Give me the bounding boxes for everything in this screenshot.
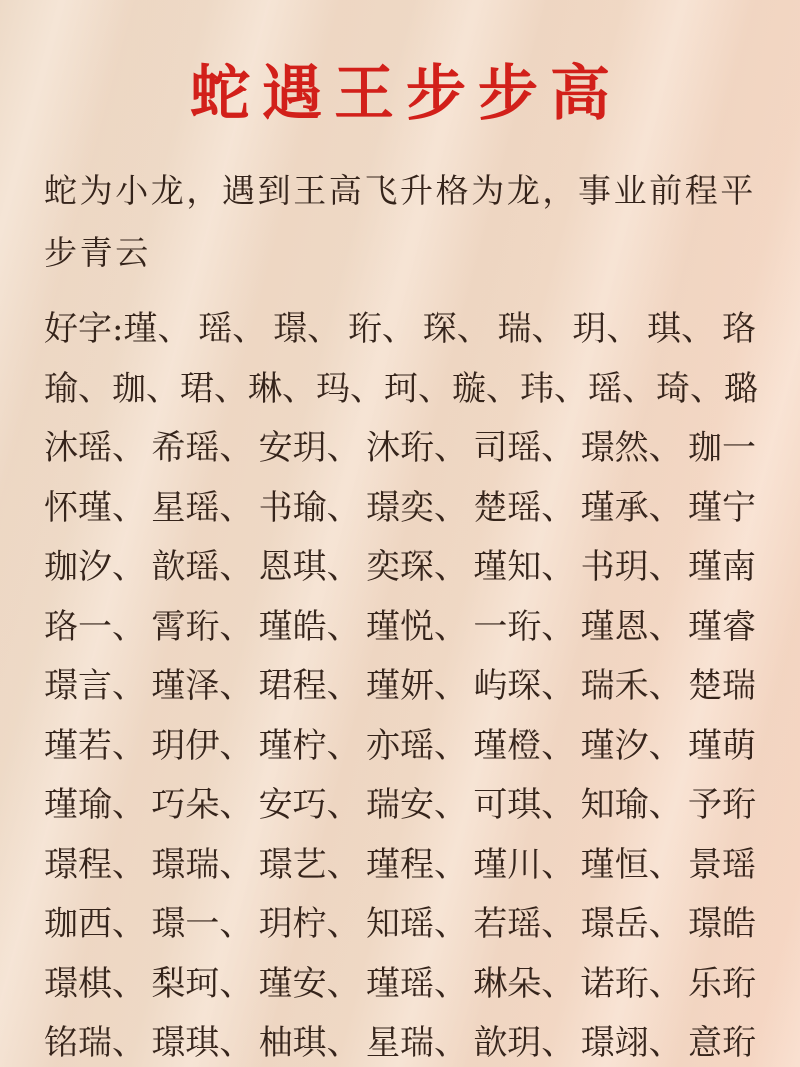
name-token: 玥、 (572, 309, 641, 350)
name-token: 珈汐、 (44, 547, 146, 588)
name-token: 书玥、 (580, 547, 683, 588)
name-token: 知瑶、 (365, 904, 468, 945)
name-token: 奕琛、 (365, 547, 468, 588)
name-token: 璟岳、 (580, 904, 683, 945)
name-token: 璟言、 (44, 666, 146, 707)
name-token: 瑾睿 (687, 606, 756, 647)
name-token: 琪、 (647, 309, 716, 350)
name-row (44, 594, 756, 654)
name-token: 璟、 (273, 309, 342, 350)
name-row (44, 653, 756, 713)
name-token: 书瑜、 (258, 487, 361, 528)
name-token: 璟棋、 (44, 963, 146, 1004)
name-token: 瑾恩、 (580, 606, 683, 647)
name-token: 瑾汐、 (580, 725, 683, 766)
name-token: 霄珩、 (151, 606, 254, 647)
name-token: 柚琪、 (258, 1023, 361, 1064)
name-token: 瑞、 (497, 309, 566, 350)
name-token: 怀瑾、 (44, 487, 146, 528)
name-token: 一珩、 (473, 606, 576, 647)
name-row (44, 832, 756, 892)
name-token: 璟皓 (687, 904, 756, 945)
name-token: 瑾泽、 (151, 666, 254, 707)
name-token: 希瑶、 (151, 428, 254, 469)
name-token: 星瑶、 (151, 487, 254, 528)
name-row (44, 475, 756, 535)
name-row (44, 951, 756, 1011)
name-token: 瑾瑜、 (44, 785, 146, 826)
name-token: 星瑞、 (365, 1023, 468, 1064)
name-token: 瑾萌 (687, 725, 756, 766)
name-token: 安玥、 (258, 428, 361, 469)
name-token: 景瑶 (687, 844, 756, 885)
name-token: 沐珩、 (365, 428, 468, 469)
name-token: 意珩 (687, 1023, 756, 1064)
name-token: 瑾恒、 (580, 844, 683, 885)
name-token: 瑾若、 (44, 725, 146, 766)
name-token: 璟奕、 (365, 487, 468, 528)
name-token: 玮、 (520, 368, 588, 409)
name-token: 珺、 (180, 368, 248, 409)
name-token: 珞 (721, 309, 756, 350)
name-row (44, 1010, 756, 1067)
name-token: 沐瑶、 (44, 428, 146, 469)
name-token: 乐珩 (687, 963, 756, 1004)
name-token: 璟翊、 (580, 1023, 683, 1064)
name-row (44, 891, 756, 951)
name-token: 瑾瑶、 (365, 963, 468, 1004)
name-token: 璟一、 (151, 904, 254, 945)
name-token: 楚瑶、 (473, 487, 576, 528)
name-token: 瑾川、 (473, 844, 576, 885)
name-token: 琳朵、 (473, 963, 576, 1004)
name-token: 珞一、 (44, 606, 146, 647)
name-token: 珈一 (687, 428, 756, 469)
name-token: 楚瑞 (687, 666, 756, 707)
name-token: 璟然、 (580, 428, 683, 469)
name-token: 予珩 (687, 785, 756, 826)
name-token: 歆瑶、 (151, 547, 254, 588)
name-token: 屿琛、 (473, 666, 576, 707)
name-token: 璟艺、 (258, 844, 361, 885)
name-token: 巧朵、 (151, 785, 254, 826)
name-token: 玥柠、 (258, 904, 361, 945)
intro-text: 蛇为小龙，遇到王高飞升格为龙，事业前程平步青云 (44, 171, 756, 272)
name-token: 瑾程、 (365, 844, 468, 885)
name-token: 珂、 (384, 368, 452, 409)
name-token: 亦瑶、 (365, 725, 468, 766)
name-token: 好字:瑾、 (44, 309, 192, 350)
name-token: 珩、 (347, 309, 416, 350)
name-row (44, 772, 756, 832)
name-token: 诺珩、 (580, 963, 683, 1004)
name-token: 瑾宁 (687, 487, 756, 528)
name-row (44, 356, 756, 416)
name-token: 瑾安、 (258, 963, 361, 1004)
name-token: 玥伊、 (151, 725, 254, 766)
name-token: 歆玥、 (473, 1023, 576, 1064)
name-token: 瑞禾、 (580, 666, 683, 707)
name-token: 璐 (724, 368, 758, 409)
name-token: 瑾承、 (580, 487, 683, 528)
name-token: 璟瑞、 (151, 844, 254, 885)
name-token: 珈、 (112, 368, 180, 409)
name-token: 知瑜、 (580, 785, 683, 826)
name-row (44, 713, 756, 773)
name-token: 瑶、 (198, 309, 267, 350)
name-token: 恩琪、 (258, 547, 361, 588)
name-token: 瑾皓、 (258, 606, 361, 647)
name-token: 瑾柠、 (258, 725, 361, 766)
name-token: 瑶、 (588, 368, 656, 409)
name-token: 瑾知、 (473, 547, 576, 588)
name-token: 梨珂、 (151, 963, 254, 1004)
name-token: 铭瑞、 (44, 1023, 146, 1064)
page-title: 蛇遇王步步高 (190, 59, 622, 129)
name-token: 瑾妍、 (365, 666, 468, 707)
name-token: 安巧、 (258, 785, 361, 826)
name-token: 若瑶、 (473, 904, 576, 945)
name-row (44, 296, 756, 356)
name-token: 璟程、 (44, 844, 146, 885)
name-token: 可琪、 (473, 785, 576, 826)
name-token: 璇、 (452, 368, 520, 409)
name-token: 瑾南 (687, 547, 756, 588)
name-token: 瑞安、 (365, 785, 468, 826)
name-token: 璟琪、 (151, 1023, 254, 1064)
name-token: 瑾橙、 (473, 725, 576, 766)
name-token: 珈西、 (44, 904, 146, 945)
name-token: 玛、 (316, 368, 384, 409)
name-list (44, 296, 756, 1067)
name-row (44, 415, 756, 475)
name-token: 琛、 (422, 309, 491, 350)
name-token: 琦、 (656, 368, 724, 409)
name-token: 瑜、 (44, 368, 112, 409)
name-token: 珺程、 (258, 666, 361, 707)
name-token: 司瑶、 (473, 428, 576, 469)
name-token: 琳、 (248, 368, 316, 409)
name-row (44, 534, 756, 594)
name-token: 瑾悦、 (365, 606, 468, 647)
